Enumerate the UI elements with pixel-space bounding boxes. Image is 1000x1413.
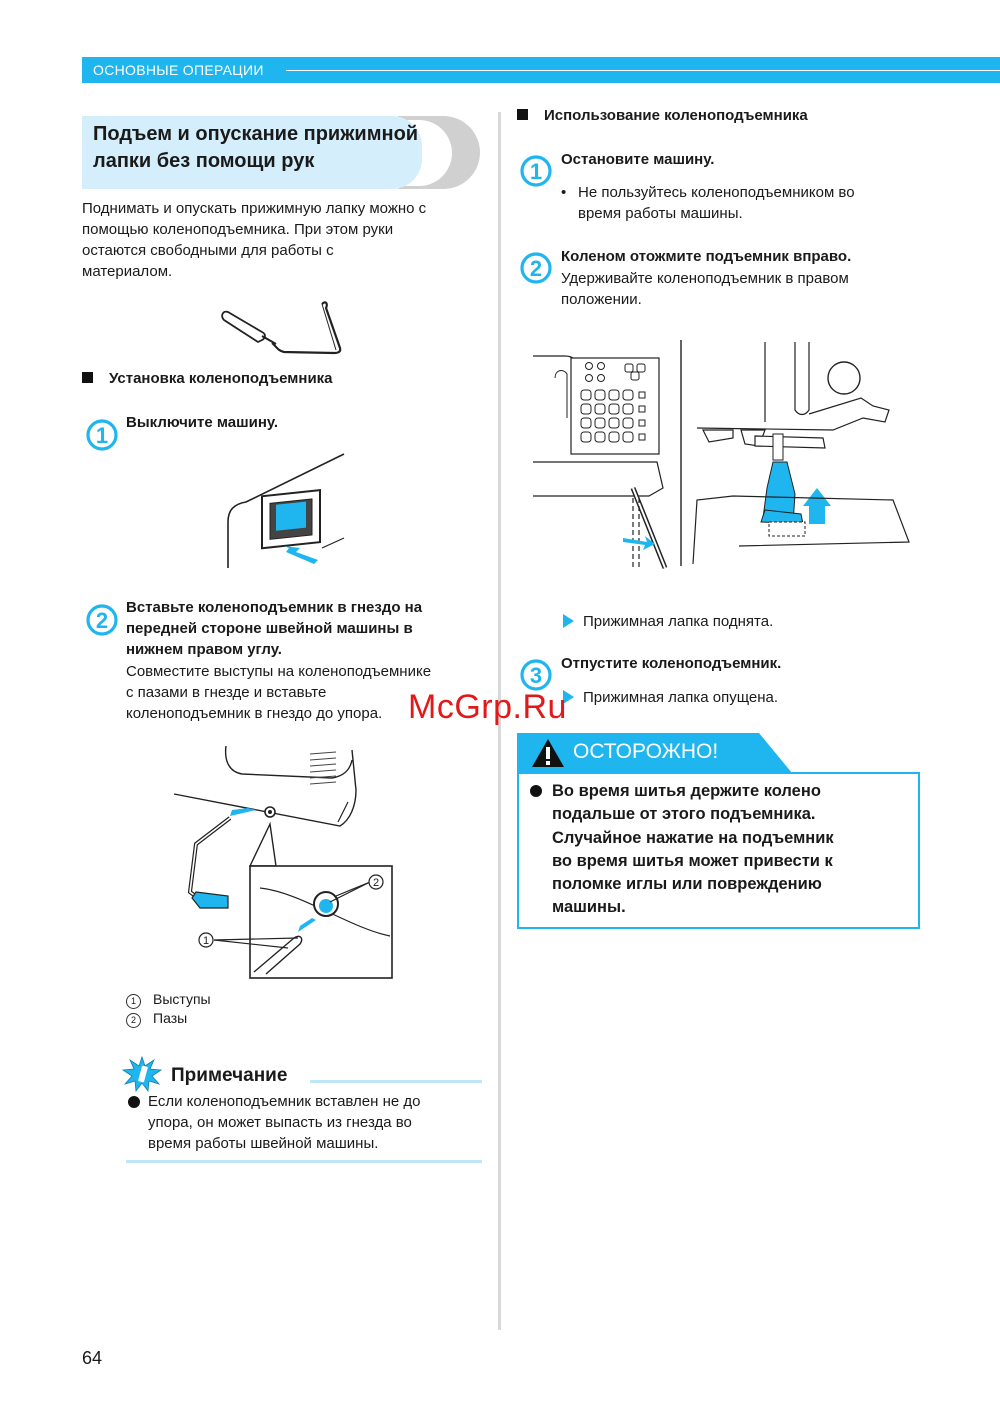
note-line: упора, он может выпасть из гнезда во (148, 1114, 412, 1131)
step-2-title-line: нижнем правом углу. (126, 641, 282, 658)
figure-legend (126, 990, 211, 1028)
square-bullet-icon (82, 372, 93, 383)
svg-text:3: 3 (529, 663, 543, 688)
note-text (148, 1091, 488, 1154)
intro-line: Поднимать и опускать прижимную лапку можно с (82, 200, 427, 217)
intro-paragraph (82, 198, 492, 282)
right-step-2-title: Коленом отожмите подъемник вправо. (561, 248, 852, 265)
page-title-line-1: Подъем и опускание прижимной (93, 123, 419, 145)
legend-text: Пазы (153, 1010, 188, 1026)
note-bullet-icon (128, 1096, 140, 1108)
section-header: ОСНОВНЫЕ ОПЕРАЦИИ (93, 62, 264, 78)
bullet-line: Не пользуйтесь коленоподъемником во (578, 184, 855, 201)
intro-line: остаются свободными для работы с (82, 242, 334, 259)
install-heading (82, 370, 333, 387)
result-1-text: Прижимная лапка поднята. (583, 613, 774, 630)
legend-item (126, 1009, 211, 1028)
warning-icon (531, 737, 565, 769)
legend-number: 1 (126, 994, 141, 1009)
square-bullet-icon (517, 109, 528, 120)
step-1-number-icon (86, 419, 118, 451)
step-2-title-line: передней стороне швейной машины в (126, 620, 413, 637)
caution-line: Во время шитья держите колено (552, 782, 821, 800)
note-rule (310, 1080, 482, 1083)
step-2-text-line: коленоподъемник в гнездо до упора. (126, 705, 383, 722)
bullet-line: время работы машины. (578, 205, 743, 222)
page-title-line-2: лапки без помощи рук (93, 150, 315, 172)
right-step-1-number-icon (520, 155, 552, 187)
bullet-mark: • (561, 184, 567, 201)
legend-item (126, 990, 211, 1009)
legend-text: Выступы (153, 991, 211, 1007)
use-heading-text: Использование коленоподъемника (544, 107, 808, 124)
note-line: Если коленоподъемник вставлен не до (148, 1093, 421, 1110)
legend-number: 2 (126, 1013, 141, 1028)
caution-title: ОСТОРОЖНО! (573, 740, 719, 763)
result-2-text: Прижимная лапка опущена. (583, 689, 779, 706)
step-2-number-icon (86, 604, 118, 636)
intro-line: материалом. (82, 263, 173, 280)
caution-line: поломке иглы или повреждению (552, 875, 822, 894)
result-arrow-icon (563, 614, 574, 628)
step-2-title (126, 597, 496, 660)
step-2-title-line: Вставьте коленоподъемник в гнездо на (126, 599, 423, 616)
right-step-1-title: Остановите машину. (561, 151, 715, 168)
svg-text:2: 2 (95, 608, 109, 633)
note-line: время работы швейной машины. (148, 1135, 379, 1152)
caution-text (552, 780, 902, 920)
intro-line: помощью коленоподъемника. При этом руки (82, 221, 394, 238)
step-1-title: Выключите машину. (126, 414, 279, 431)
svg-text:1: 1 (202, 935, 210, 947)
svg-text:1: 1 (95, 423, 109, 448)
knee-lifter-insertion-illustration (170, 742, 396, 982)
right-step-3-title: Отпустите коленоподъемник. (561, 655, 782, 672)
caution-bullet-icon (530, 785, 542, 797)
page-number: 64 (82, 1348, 103, 1368)
power-switch-illustration (226, 452, 346, 572)
knee-lifter-illustration (218, 298, 348, 356)
note-rule-bottom (126, 1160, 482, 1163)
watermark: McGrp.Ru (408, 688, 567, 726)
header-rule (286, 70, 1000, 71)
use-heading (517, 107, 808, 124)
svg-text:1: 1 (529, 159, 543, 184)
knee-lifter-use-illustration (533, 338, 913, 574)
right-step-3-number-icon (520, 659, 552, 691)
caution-line: во время шитья может привести к (552, 851, 833, 870)
step-2-text-line: Совместите выступы на коленоподъемнике (126, 663, 432, 680)
right-step-2-number-icon (520, 252, 552, 284)
note-icon (122, 1056, 162, 1092)
note-title: Примечание (171, 1065, 288, 1086)
right-step-2-text (561, 268, 921, 310)
caution-line: Случайное нажатие на подъемник (552, 828, 834, 847)
install-heading-text: Установка коленоподъемника (109, 370, 333, 387)
page-title (93, 121, 423, 175)
svg-text:2: 2 (372, 877, 380, 889)
caution-line: подальше от этого подъемника. (552, 805, 816, 824)
step-2-text-line: с пазами в гнезде и вставьте (126, 684, 327, 701)
right-step-2-line: Удерживайте коленоподъемник в правом (561, 270, 849, 287)
right-step-2-line: положении. (561, 291, 642, 308)
caution-line: машины. (552, 898, 626, 917)
right-step-1-bullet (561, 182, 921, 224)
svg-text:2: 2 (529, 256, 543, 281)
